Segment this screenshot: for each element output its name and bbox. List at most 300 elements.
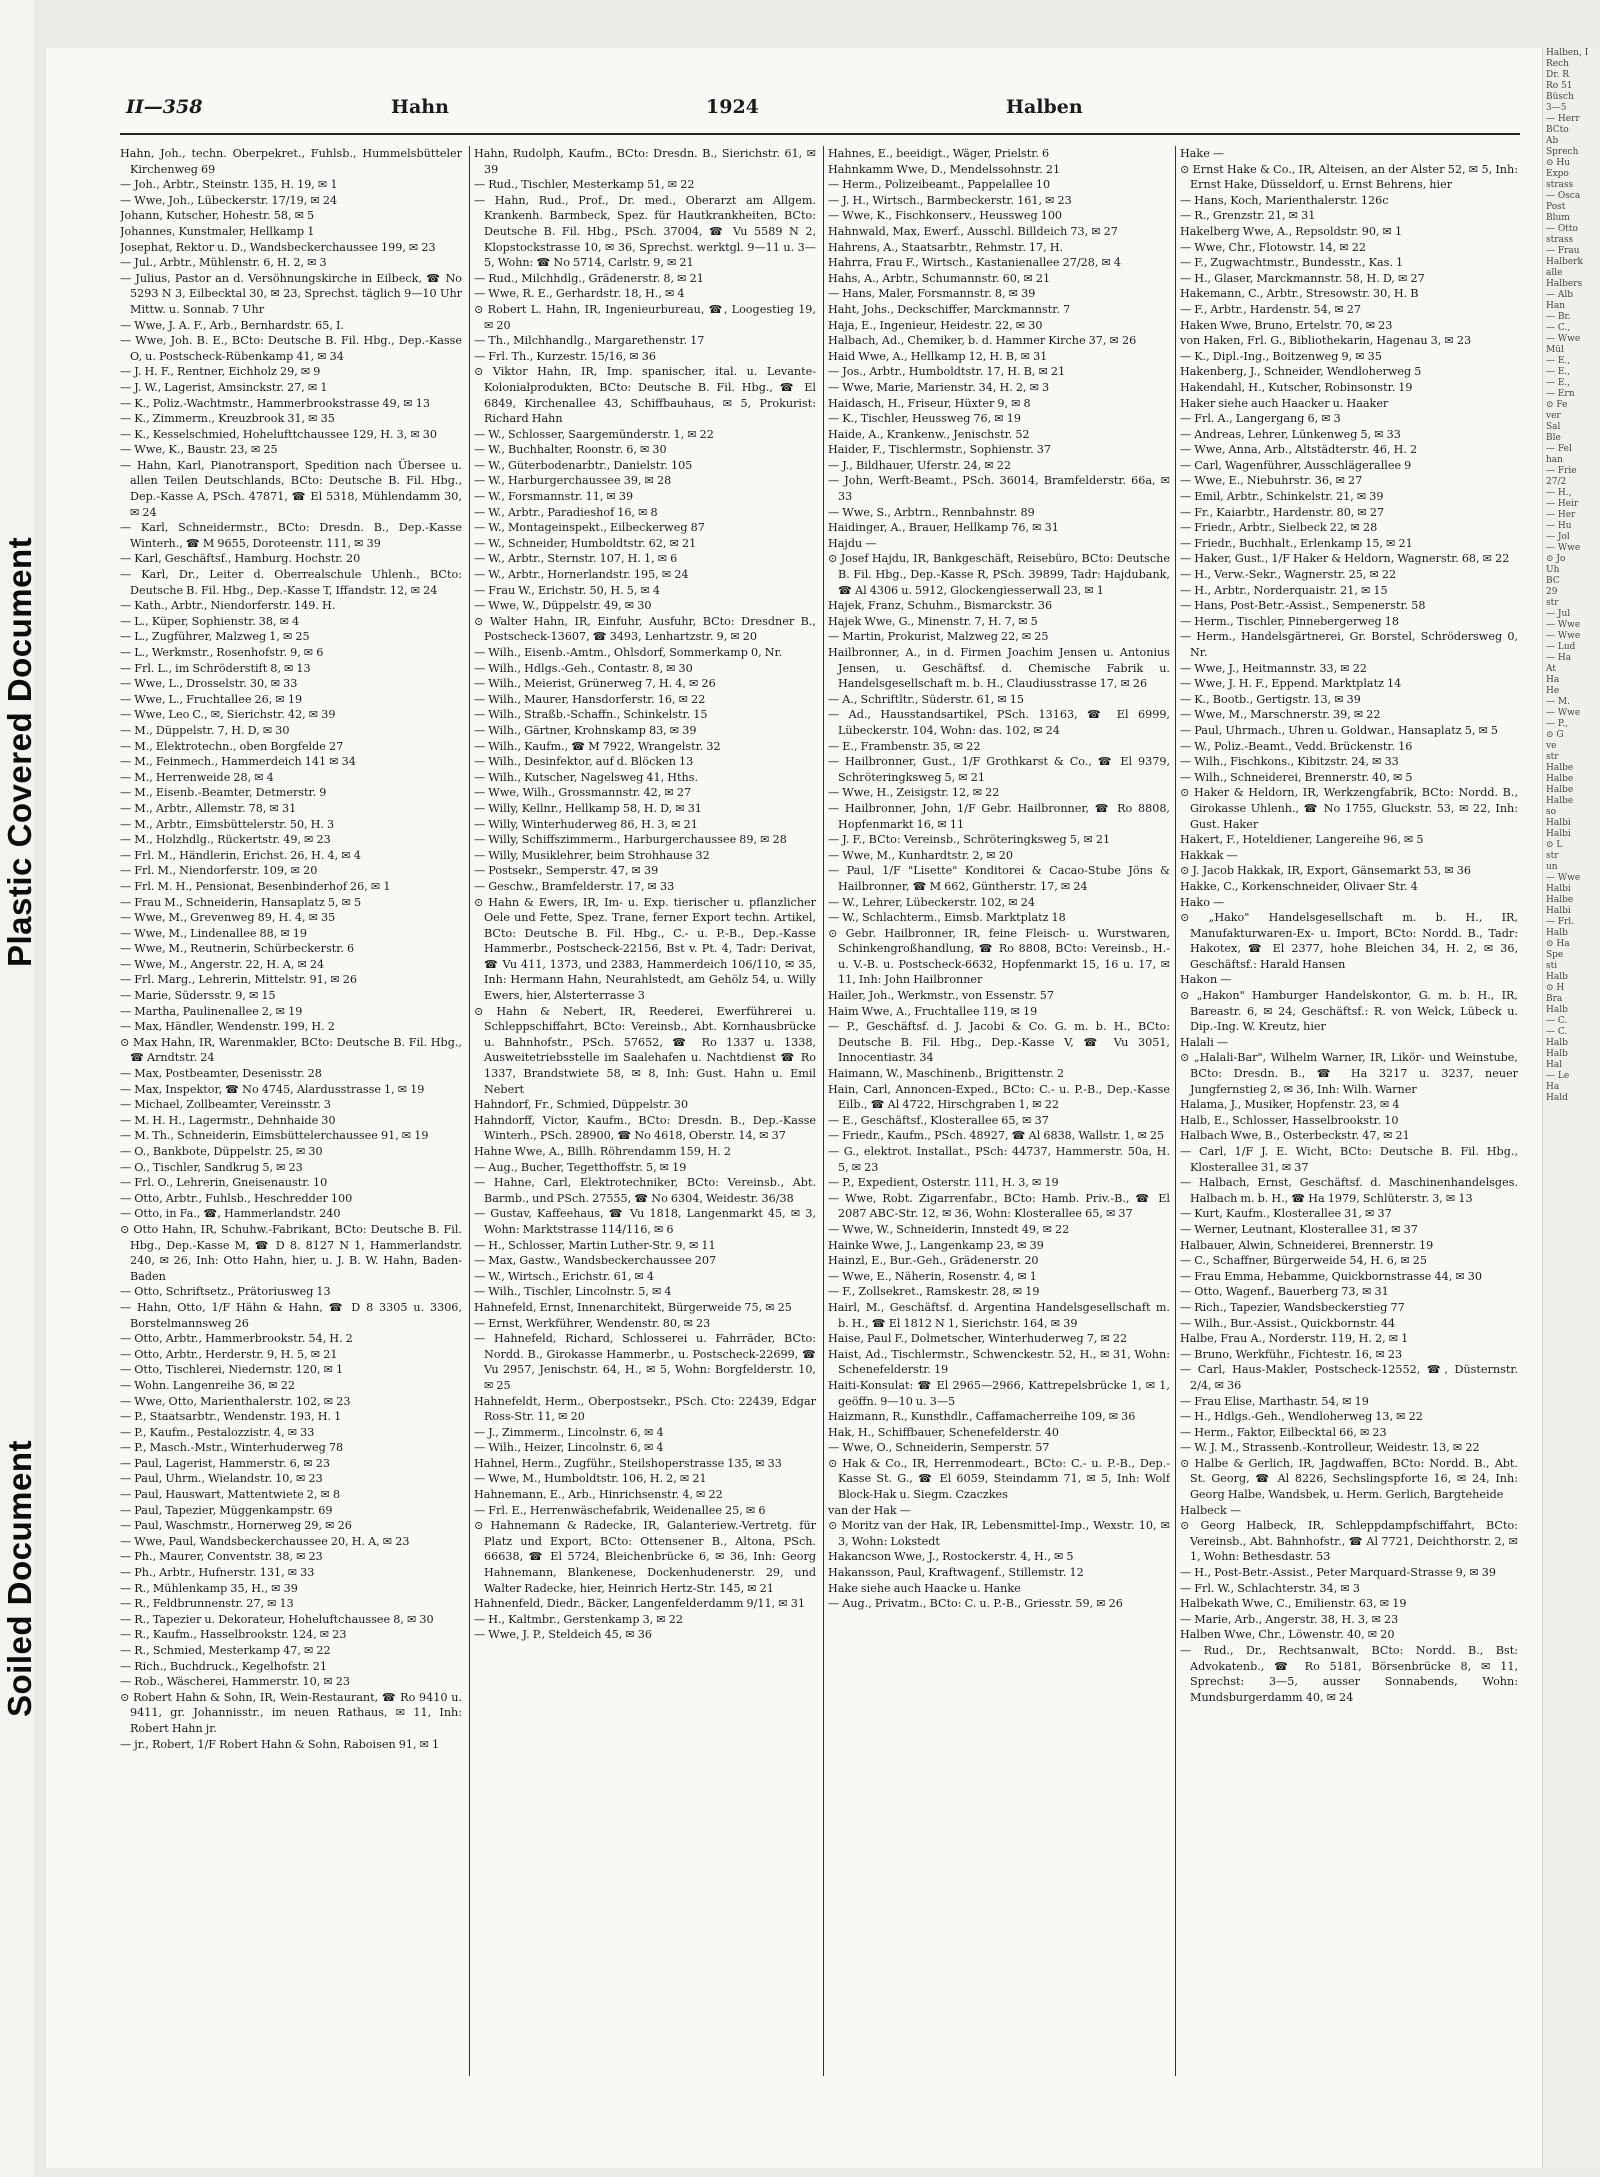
directory-entry: — Frau M., Schneiderin, Hansaplatz 5, ✉ 5	[120, 895, 362, 909]
directory-entry: — Frau Emma, Hebamme, Quickbornstrasse 44, ✉ 30	[1180, 1269, 1482, 1283]
directory-entry: — Wwe, K., Baustr. 23, ✉ 25	[120, 443, 278, 457]
edge-fragment: Halbe	[1546, 796, 1574, 806]
directory-entry: — Andreas, Lehrer, Lünkenweg 5, ✉ 33	[1180, 427, 1401, 441]
directory-entry: — M., Eisenb.-Beamter, Detmerstr. 9	[120, 786, 327, 800]
directory-entry: — Frl. O., Lehrerin, Gneisenaustr. 10	[120, 1176, 328, 1190]
directory-entry: — Wwe, O., Schneiderin, Semperstr. 57	[828, 1441, 1050, 1455]
header-year: 1924	[706, 96, 759, 118]
directory-entry: — Wwe, L., Fruchtallee 26, ✉ 19	[120, 692, 303, 706]
directory-entry: Halama, J., Musiker, Hopfenstr. 23, ✉ 4	[1180, 1098, 1400, 1112]
directory-entry: — H., Schlosser, Martin Luther-Str. 9, ✉ 11	[474, 1238, 716, 1252]
directory-entry: Halbeck —	[1180, 1503, 1242, 1517]
directory-entry: — Jos., Arbtr., Humboldtstr. 17, H. B, ✉ 21	[828, 365, 1066, 379]
directory-entry: — Frl. W., Schlachterstr. 34, ✉ 3	[1180, 1581, 1360, 1595]
directory-entry: — E., Geschäftsf., Klosterallee 65, ✉ 37	[828, 1113, 1049, 1127]
edge-fragment: BC	[1546, 576, 1560, 586]
directory-entry: ⊙ Robert Hahn & Sohn, IR, Wein-Restaurant, ☎ Ro 9410 u. 9411, gr. Johannisstr., im neuen Rathaus, ✉ 11, Inh: Robert Hahn jr.	[120, 1690, 462, 1735]
directory-entry: Hahn, Rudolph, Kaufm., BCto: Dresdn. B., Sierichstr. 61, ✉ 39	[474, 147, 816, 176]
directory-entry: Hahnemann, E., Arb., Hinrichsenstr. 4, ✉ 22	[474, 1488, 723, 1502]
directory-entry: — Wilh., Gärtner, Krohnskamp 83, ✉ 39	[474, 723, 697, 737]
directory-entry: Haide, A., Krankenw., Jenischstr. 52	[828, 427, 1030, 441]
edge-fragment: — E.,	[1546, 356, 1571, 366]
directory-entry: — J. H., Wirtsch., Barmbeckerstr. 161, ✉ 23	[828, 193, 1072, 207]
edge-fragment: str	[1546, 598, 1559, 608]
directory-entry: Haimann, W., Maschinenb., Brigittenstr. 2	[828, 1067, 1065, 1081]
edge-fragment: Sprech	[1546, 147, 1579, 157]
edge-fragment: ⊙ L	[1546, 840, 1563, 850]
directory-entry: — Herm., Tischler, Pinnebergerweg 18	[1180, 614, 1399, 628]
edge-fragment: han	[1546, 455, 1563, 465]
directory-entry: — J. W., Lagerist, Amsinckstr. 27, ✉ 1	[120, 380, 328, 394]
directory-entry: — H., Kaltmbr., Gerstenkamp 3, ✉ 22	[474, 1612, 683, 1626]
directory-entry: — Friedr., Kaufm., PSch. 48927, ☎ Al 6838, Wallstr. 1, ✉ 25	[828, 1129, 1165, 1143]
directory-entry: — P., Kaufm., Pestalozzistr. 4, ✉ 33	[120, 1425, 315, 1439]
directory-entry: Hakenberg, J., Schneider, Wendloherweg 5	[1180, 365, 1422, 379]
directory-entry: — Otto, Schriftsetz., Prätoriusweg 13	[120, 1285, 331, 1299]
edge-fragment: Ble	[1546, 433, 1561, 443]
directory-entry: — K., Zimmerm., Kreuzbrook 31, ✉ 35	[120, 412, 335, 426]
directory-entry: — F., Zugwachtmstr., Bundesstr., Kas. 1	[1180, 256, 1404, 270]
edge-fragment: ⊙ H	[1546, 983, 1565, 993]
directory-entry: Hahrra, Frau F., Wirtsch., Kastanienallee 27/28, ✉ 4	[828, 256, 1122, 270]
directory-entry: — K., Kesselschmied, Hohelufttchaussee 129, H. 3, ✉ 30	[120, 427, 438, 441]
directory-entry: — Wwe, W., Schneiderin, Innstedt 49, ✉ 22	[828, 1222, 1070, 1236]
directory-entry: Hainzl, E., Bur.-Geh., Grädenerstr. 20	[828, 1254, 1039, 1268]
directory-entry: — R., Mühlenkamp 35, H., ✉ 39	[120, 1581, 298, 1595]
directory-entry: Haht, Johs., Deckschiffer, Marckmannstr. 7	[828, 302, 1071, 316]
directory-entry: — Wwe, E., Niebuhrstr. 36, ✉ 27	[1180, 474, 1363, 488]
directory-entry: — P., Staatsarbtr., Wendenstr. 193, H. 1	[120, 1410, 342, 1424]
directory-entry: — Willy, Musiklehrer, beim Strohhause 32	[474, 848, 710, 862]
directory-entry: — Wwe, Joh., Lübeckerstr. 17/19, ✉ 24	[120, 193, 338, 207]
directory-entry: — M., Arbtr., Allemstr. 78, ✉ 31	[120, 801, 297, 815]
directory-entry: — W., Schneider, Humboldtstr. 62, ✉ 21	[474, 536, 697, 550]
edge-fragment: Uh	[1546, 565, 1560, 575]
directory-entry: Hahndorf, Fr., Schmied, Düppelstr. 30	[474, 1098, 689, 1112]
directory-entry: Halbauer, Alwin, Schneiderei, Brennerstr. 19	[1180, 1238, 1434, 1252]
directory-entry: — Wwe, M., Humboldtstr. 106, H. 2, ✉ 21	[474, 1472, 707, 1486]
directory-entry: — Willy, Schiffszimmerm., Harburgerchaussee 89, ✉ 28	[474, 833, 787, 847]
directory-entry: ⊙ „Hakon" Hamburger Handelskontor, G. m. b. H., IR, Bareastr. 6, ✉ 24, Geschäftsf.: R. von Welck, Lübeck u. Dip.-Ing. W. Kreutz, hier	[1180, 989, 1518, 1034]
directory-entry: Hahnel, Herm., Zugführ., Steilshoperstrasse 135, ✉ 33	[474, 1456, 782, 1470]
side-label-plastic: Plastic Covered Document	[1, 536, 38, 967]
directory-entry: Haiti-Konsulat: ☎ El 2965—2966, Kattrepelsbrücke 1, ✉ 1, geöffn. 9—10 u. 3—5	[828, 1378, 1170, 1408]
directory-entry: Hake —	[1180, 147, 1225, 160]
directory-entry: — K., Bootb., Gertigstr. 13, ✉ 39	[1180, 692, 1361, 706]
directory-entry: Halbe, Frau A., Norderstr. 119, H. 2, ✉ 1	[1180, 1332, 1409, 1346]
directory-entry: Hak, H., Schiffbauer, Schenefelderstr. 40	[828, 1425, 1060, 1439]
directory-entry: — Otto, Arbtr., Hammerbrookstr. 54, H. 2	[120, 1332, 353, 1346]
directory-entry: ⊙ „Hako" Handelsgesellschaft m. b. H., IR, Manufakturwaren-Ex- u. Import, BCto: Nordd. B., Tadr: Hakotex, ☎ El 2377, hohe Bleichen 34, H. 2, ✉ 36, Geschäftsf.: Harald Hansen	[1180, 911, 1518, 971]
directory-entry: — Otto, Arbtr., Fuhlsb., Heschredder 100	[120, 1191, 353, 1205]
directory-entry: Haise, Paul F., Dolmetscher, Winterhuderweg 7, ✉ 22	[828, 1332, 1128, 1346]
directory-entry: — Wwe, Leo C., ✉, Sierichstr. 42, ✉ 39	[120, 708, 336, 722]
edge-fragment: Halbe	[1546, 785, 1574, 795]
edge-fragment: Halbe	[1546, 763, 1574, 773]
edge-fragment: — C.,	[1546, 323, 1571, 333]
directory-entry: Halali —	[1180, 1035, 1229, 1049]
edge-fragment: — Ern	[1546, 389, 1575, 399]
directory-entry: Hahnefeldt, Herm., Oberpostsekr., PSch. Cto: 22439, Edgar Ross-Str. 11, ✉ 20	[474, 1394, 816, 1424]
directory-entry: van der Hak —	[828, 1503, 911, 1517]
side-label-soiled: Soiled Document	[1, 1439, 38, 1717]
directory-entry: — Wilh., Hdlgs.-Geh., Contastr. 8, ✉ 30	[474, 661, 693, 675]
directory-entry: — Halbach, Ernst, Geschäftsf. d. Maschinenhandelsges. Halbach m. b. H., ☎ Ha 1979, Schlüterstr. 3, ✉ 13	[1180, 1176, 1518, 1205]
directory-entry: Haker siehe auch Haacker u. Haaker	[1180, 396, 1389, 410]
directory-entry: — K., Poliz.-Wachtmstr., Hammerbrookstrasse 49, ✉ 13	[120, 396, 430, 410]
directory-entry: Haid Wwe, A., Hellkamp 12, H. B, ✉ 31	[828, 349, 1048, 363]
directory-entry: — Postsekr., Semperstr. 47, ✉ 39	[474, 864, 659, 878]
directory-entry: — C., Schaffner, Bürgerweide 54, H. 6, ✉ 25	[1180, 1254, 1428, 1268]
directory-entry: — W., Harburgerchaussee 39, ✉ 28	[474, 474, 672, 488]
directory-entry: Hahrens, A., Staatsarbtr., Rehmstr. 17, H.	[828, 240, 1064, 254]
directory-entry: — Wwe, J., Heitmannstr. 33, ✉ 22	[1180, 661, 1367, 675]
edge-fragment: Hald	[1546, 1093, 1568, 1103]
edge-fragment: 3—5	[1546, 103, 1567, 113]
directory-entry: Hakancson Wwe, J., Rostockerstr. 4, H., ✉ 5	[828, 1550, 1074, 1564]
directory-entry: Hailbronner, A., in d. Firmen Joachim Jensen u. Antonius Jensen, u. Geschäftsf. d. Chemische Fabrik u. Handelsgesellschaft m. b. H., Claudiusstrasse 17, ✉ 26	[828, 646, 1170, 691]
directory-entry: Haja, E., Ingenieur, Heidestr. 22, ✉ 30	[828, 318, 1043, 332]
directory-entry: — Gustav, Kaffeehaus, ☎ Vu 1818, Langenmarkt 45, ✉ 3, Wohn: Marktstrasse 114/116, ✉ 6	[474, 1207, 816, 1236]
edge-fragment: ⊙ G	[1546, 730, 1564, 740]
column-4	[1180, 146, 1518, 2136]
directory-entry: — Jul., Arbtr., Mühlenstr. 6, H. 2, ✉ 3	[120, 256, 327, 270]
directory-entry: — Aug., Bucher, Tegetthoffstr. 5, ✉ 19	[474, 1160, 687, 1174]
directory-entry: — Th., Milchhandlg., Margarethenstr. 17	[474, 334, 705, 348]
edge-fragment: — M.	[1546, 697, 1570, 707]
directory-entry: — Frl. M. H., Pensionat, Besenbinderhof 26, ✉ 1	[120, 879, 391, 893]
directory-entry: — Ph., Arbtr., Hufnerstr. 131, ✉ 33	[120, 1566, 315, 1580]
directory-entry: Hakelberg Wwe, A., Repsoldstr. 90, ✉ 1	[1180, 224, 1403, 238]
directory-entry: — Aug., Privatm., BCto: C. u. P.-B., Griesstr. 59, ✉ 26	[828, 1597, 1123, 1611]
directory-entry: — jr., Robert, 1/F Robert Hahn & Sohn, Raboisen 91, ✉ 1	[120, 1737, 440, 1751]
edge-fragment: — Ha	[1546, 653, 1572, 663]
directory-entry: — Marie, Südersstr. 9, ✉ 15	[120, 989, 276, 1003]
directory-entry: ⊙ Hahn & Ewers, IR, Im- u. Exp. tierischer u. pflanzlicher Oele und Fette, Spez. Trane, ferner Export techn. Artikel, BCto: Deutsche B. Fil. Hbg., C.- u. P.-B., Dep.-Kasse Hammerbr., Postscheck-22156, Bst v. Pt. 4, Tadr: Derivat, ☎ Vu 411, 1373, und 2383, Hammerdeich 106/110, ✉ 35, Inh: Hermann Hahn, Neurahlstedt, am Gehölz 54, u. Willy Ewers, hier, Alsterterrasse 3	[474, 895, 816, 1003]
edge-fragment: Bra	[1546, 994, 1563, 1004]
directory-entry: Hakke, C., Korkenschneider, Olivaer Str. 4	[1180, 879, 1418, 893]
directory-entry: Halbach Wwe, B., Osterbeckstr. 47, ✉ 21	[1180, 1129, 1410, 1143]
directory-entry: Hahn, Joh., techn. Oberpekret., Fuhlsb., Hummelsbütteler Kirchenweg 69	[120, 147, 462, 176]
directory-entry: — P., Geschäftsf. d. J. Jacobi & Co. G. m. b. H., BCto: Deutsche B. Fil. Hbg., Dep.-Kasse V, ☎ Vu 3051, Innocentiastr. 34	[828, 1020, 1170, 1065]
edge-fragment: — H.,	[1546, 488, 1572, 498]
edge-fragment: Büsch	[1546, 92, 1574, 102]
directory-entry: ⊙ Robert L. Hahn, IR, Ingenieurbureau, ☎, Loogestieg 19, ✉ 20	[474, 302, 816, 332]
directory-entry: — Wwe, M., Lindenallee 88, ✉ 19	[120, 926, 308, 940]
directory-entry: — Frau W., Erichstr. 50, H. 5, ✉ 4	[474, 583, 661, 597]
edge-fragment: un	[1546, 862, 1558, 872]
directory-entry: — John, Werft-Beamt., PSch. 36014, Bramfelderstr. 66a, ✉ 33	[828, 474, 1170, 504]
edge-fragment: — Jul	[1546, 609, 1571, 619]
directory-entry: — Wilh., Desinfektor, auf d. Blöcken 13	[474, 755, 694, 769]
directory-entry: — W., Schlosser, Saargemünderstr. 1, ✉ 22	[474, 427, 714, 441]
directory-entry: — Wwe, Joh. B. E., BCto: Deutsche B. Fil. Hbg., Dep.-Kasse O, u. Postscheck-Rübenkamp 41, ✉ 34	[120, 334, 462, 363]
edge-fragment: — Heir	[1546, 499, 1579, 509]
directory-entry: ⊙ „Halali-Bar", Wilhelm Warner, IR, Likör- und Weinstube, BCto: Dresdn. B., ☎ Ha 3217 u. 3237, neuer Jungfernstieg 2, ✉ 36, Inh: Wilh. Warner	[1180, 1051, 1518, 1096]
directory-entry: — H., Hdlgs.-Geh., Wendloherweg 13, ✉ 22	[1180, 1410, 1423, 1424]
directory-entry: ⊙ Viktor Hahn, IR, Imp. spanischer, ital. u. Levante-Kolonialprodukten, BCto: Deutsche B. Fil. Hbg., ☎ El 6849, Kirchenallee 43, Schiffbauhaus, ✉ 5, Prokurist: Richard Hahn	[474, 365, 816, 426]
directory-entry: Hake siehe auch Haacke u. Hanke	[828, 1581, 1021, 1595]
directory-entry: — R., Schmied, Mesterkamp 47, ✉ 22	[120, 1644, 331, 1657]
directory-entry: Hahnwald, Max, Ewerf., Ausschl. Billdeich 73, ✉ 27	[828, 224, 1118, 238]
directory-entry: Hahndorff, Victor, Kaufm., BCto: Dresdn. B., Dep.-Kasse Winterh., PSch. 28900, ☎ No 4618, Oberstr. 14, ✉ 37	[474, 1113, 816, 1143]
directory-entry: — Willy, Kellnr., Hellkamp 58, H. D, ✉ 31	[474, 801, 702, 815]
edge-fragment: Halbi	[1546, 829, 1571, 839]
edge-fragment: strass	[1546, 235, 1574, 245]
edge-fragment: — C.	[1546, 1027, 1568, 1037]
directory-entry: — Wilh., Meierist, Grünerweg 7, H. 4, ✉ 26	[474, 677, 716, 691]
header-first-word: Hahn	[391, 96, 449, 118]
directory-entry: — Hailbronner, Gust., 1/F Grothkarst & Co., ☎ El 9379, Schröteringksweg 5, ✉ 21	[828, 755, 1170, 784]
directory-entry: — Michael, Zollbeamter, Vereinsstr. 3	[120, 1098, 332, 1112]
directory-entry: — Rud., Milchhdlg., Grädenerstr. 8, ✉ 21	[474, 271, 704, 285]
edge-fragment: Ab	[1546, 136, 1559, 146]
edge-fragment: — Hu	[1546, 521, 1572, 531]
directory-entry: — Otto, Wagenf., Bauerberg 73, ✉ 31	[1180, 1285, 1389, 1299]
directory-entry: — R., Kaufm., Hasselbrookstr. 124, ✉ 23	[120, 1628, 347, 1642]
directory-entry: Hahnenfeld, Diedr., Bäcker, Langenfelderdamm 9/11, ✉ 31	[474, 1597, 805, 1611]
edge-fragment: so	[1546, 807, 1557, 817]
directory-entry: — Paul, Uhrmach., Uhren u. Goldwar., Hansaplatz 5, ✉ 5	[1180, 723, 1499, 737]
edge-fragment: — Herr	[1546, 114, 1580, 124]
directory-entry: — Max, Inspektor, ☎ No 4745, Alardusstrasse 1, ✉ 19	[120, 1082, 425, 1096]
directory-entry: — Wwe, R. E., Gerhardstr. 18, H., ✉ 4	[474, 287, 685, 301]
directory-entry: — Kurt, Kaufm., Klosterallee 31, ✉ 37	[1180, 1207, 1392, 1221]
directory-entry: — W., Arbtr., Hornerlandstr. 195, ✉ 24	[474, 568, 689, 582]
directory-entry: — Wilh., Kutscher, Nagelsweg 41, Hths.	[474, 770, 699, 784]
directory-entry: — Wilh., Heizer, Lincolnstr. 6, ✉ 4	[474, 1441, 664, 1455]
directory-entry: Hahs, A., Arbtr., Schumannstr. 60, ✉ 21	[828, 271, 1051, 285]
directory-entry: — Wwe, H., Zeisigstr. 12, ✉ 22	[828, 786, 1000, 800]
directory-entry: — R., Tapezier u. Dekorateur, Hoheluftchaussee 8, ✉ 30	[120, 1612, 434, 1626]
directory-entry: ⊙ Josef Hajdu, IR, Bankgeschäft, Reisebüro, BCto: Deutsche B. Fil. Hbg., Dep.-Kasse R, PSch. 39899, Tadr: Hajdubank, ☎ Al 4306 u. 5912, Glockengiesserwall 23, ✉ 1	[828, 552, 1170, 597]
directory-entry: — Otto, Arbtr., Herderstr. 9, H. 5, ✉ 21	[120, 1347, 338, 1361]
edge-fragment: — P.,	[1546, 719, 1568, 729]
edge-fragment: ve	[1546, 741, 1557, 751]
edge-fragment: — Lud	[1546, 642, 1576, 652]
directory-entry: — M., Holzhdlg., Rückertstr. 49, ✉ 23	[120, 833, 331, 847]
edge-fragment: ver	[1546, 411, 1561, 421]
directory-entry: — H., Verw.-Sekr., Wagnerstr. 25, ✉ 22	[1180, 568, 1397, 582]
directory-entry: — J., Zimmerm., Lincolnstr. 6, ✉ 4	[474, 1425, 664, 1439]
directory-entry: ⊙ Gebr. Hailbronner, IR, feine Fleisch- u. Wurstwaren, Schinkengroßhandlung, ☎ Ro 8808, BCto: Vereinsb., H.- u. V.-B. u. Postscheck-6632, Hopfenmarkt 15, 16 u. 17, ✉ 11, Inh: John Hailbronner	[828, 926, 1170, 987]
directory-entry: ⊙ J. Jacob Hakkak, IR, Export, Gänsemarkt 53, ✉ 36	[1180, 864, 1472, 878]
directory-entry: — Rud., Dr., Rechtsanwalt, BCto: Nordd. B., Bst: Advokatenb., ☎ Ro 5181, Börsenbrücke 8, ✉ 11, Sprechst: 3—5, ausser Sonnabends, Wohn: Mundsburgerdamm 40, ✉ 24	[1180, 1644, 1518, 1704]
directory-entry: — P., Expedient, Osterstr. 111, H. 3, ✉ 19	[828, 1176, 1059, 1190]
directory-entry: — Frl. E., Herrenwäschefabrik, Weidenallee 25, ✉ 6	[474, 1503, 766, 1517]
directory-entry: — Hans, Post-Betr.-Assist., Sempenerstr. 58	[1180, 599, 1426, 613]
directory-entry: — M. Th., Schneiderin, Eimsbüttelerchaussee 91, ✉ 19	[120, 1129, 429, 1143]
directory-entry: ⊙ Hahnemann & Radecke, IR, Galanteriew.-Vertretg. für Platz und Export, BCto: Ottensener B., Altona, PSch. 66638, ☎ El 5724, Bleichenbrücke 6, ✉ 36, Inh: Georg Hahnemann, Blankenese, Dockenhudenerstr. 29, und Walter Radecke, hier, Heinrich Hertz-Str. 145, ✉ 21	[474, 1519, 816, 1595]
edge-fragment: Ha	[1546, 675, 1560, 685]
directory-entry: — Hahn, Rud., Prof., Dr. med., Oberarzt am Allgem. Krankenh. Barmbeck, Spez. für Hautkrankheiten, BCto: Deutsche B. Fil. Hbg., PSch. 37004, ☎ Vu 5589 N 2, Klopstockstrasse 10, ✉ 36, Sprechst. werktgl. 9—11 u. 3—5, Wohn: ☎ No 5714, Carlstr. 9, ✉ 21	[474, 193, 816, 270]
directory-entry: — Herm., Handelsgärtnerei, Gr. Borstel, Schrödersweg 0, Nr.	[1180, 630, 1518, 659]
directory-entry: Halbach, Ad., Chemiker, b. d. Hammer Kirche 37, ✉ 26	[828, 334, 1137, 348]
edge-fragment: 27/2	[1546, 477, 1567, 487]
edge-fragment: Halbi	[1546, 818, 1571, 828]
directory-entry: — Wilh., Fischkons., Kibitzstr. 24, ✉ 33	[1180, 755, 1399, 769]
directory-entry: — E., Frambenstr. 35, ✉ 22	[828, 739, 981, 753]
directory-entry: — W., Arbtr., Paradieshof 16, ✉ 8	[474, 505, 658, 519]
directory-entry: Halbekath Wwe, C., Emilienstr. 63, ✉ 19	[1180, 1597, 1407, 1611]
edge-fragment: ⊙ Fe	[1546, 400, 1568, 410]
directory-entry: — A., Schriftltr., Süderstr. 61, ✉ 15	[828, 692, 1025, 706]
directory-entry: ⊙ Georg Halbeck, IR, Schleppdampfschiffahrt, BCto: Vereinsb., Abt. Bahnhofstr., ☎ Al 7721, Deichthorstr. 2, ✉ 1, Wohn: Bethesdastr. 53	[1180, 1519, 1518, 1564]
directory-entry: — H., Glaser, Marckmannstr. 58, H. D, ✉ 27	[1180, 271, 1425, 285]
directory-entry: — Wwe, Otto, Marienthalerstr. 102, ✉ 23	[120, 1394, 351, 1408]
directory-entry: ⊙ Moritz van der Hak, IR, Lebensmittel-Imp., Wexstr. 10, ✉ 3, Wohn: Lokstedt	[828, 1519, 1170, 1548]
directory-entry: — Hahnefeld, Richard, Schlosserei u. Fahrräder, BCto: Nordd. B., Girokasse Hammerbr., u. Postscheck-22699, ☎ Vu 2957, Jenischstr. 64, H., ✉ 5, Wohn: Borgfelderstr. 10, ✉ 25	[474, 1332, 816, 1392]
column-3	[828, 146, 1170, 2136]
directory-entry: — Karl, Dr., Leiter d. Oberrealschule Uhlenh., BCto: Deutsche B. Fil. Hbg., Dep.-Kasse T, Iffandstr. 12, ✉ 24	[120, 568, 462, 597]
directory-entry: — Frl. Marg., Lehrerin, Mittelstr. 91, ✉ 26	[120, 973, 358, 987]
directory-entry: — Paul, Uhrm., Wielandstr. 10, ✉ 23	[120, 1472, 323, 1486]
edge-fragment: Blum	[1546, 213, 1570, 223]
directory-entry: Hahnes, E., beeidigt., Wäger, Prielstr. 6	[828, 147, 1050, 160]
directory-entry: — Frl. A., Langergang 6, ✉ 3	[1180, 412, 1341, 426]
edge-fragment: — Fel	[1546, 444, 1572, 454]
directory-entry: — Friedr., Arbtr., Sielbeck 22, ✉ 28	[1180, 521, 1378, 535]
directory-entry: — F., Zollsekret., Ramskestr. 28, ✉ 19	[828, 1285, 1040, 1299]
directory-entry: — M., Feinmech., Hammerdeich 141 ✉ 34	[120, 755, 356, 769]
directory-entry: — Carl, 1/F J. E. Wicht, BCto: Deutsche B. Fil. Hbg., Klosterallee 31, ✉ 37	[1180, 1145, 1518, 1174]
directory-entry: — Karl, Schneidermstr., BCto: Dresdn. B., Dep.-Kasse Winterh., ☎ M 9655, Doroteenstr. 111, ✉ 39	[120, 521, 462, 550]
directory-entry: ⊙ Walter Hahn, IR, Einfuhr, Ausfuhr, BCto: Dresdner B., Postscheck-13607, ☎ 3493, Lenhartzstr. 9, ✉ 20	[474, 614, 816, 644]
edge-fragment: Dr. R	[1546, 70, 1570, 80]
directory-entry: — G., elektrot. Installat., PSch: 44737, Hammerstr. 50a, H. 5, ✉ 23	[828, 1145, 1170, 1174]
directory-entry: — Wohn. Langenreihe 36, ✉ 22	[120, 1378, 295, 1392]
directory-entry: Johann, Kutscher, Hohestr. 58, ✉ 5	[120, 209, 315, 223]
directory-entry: — Wwe, Chr., Flotowstr. 14, ✉ 22	[1180, 240, 1366, 254]
edge-fragment: — Wwe	[1546, 543, 1581, 553]
directory-entry: — Wwe, K., Fischkonserv., Heussweg 100	[828, 209, 1063, 223]
directory-entry: Hahne Wwe, A., Billh. Röhrendamm 159, H. 2	[474, 1145, 731, 1158]
directory-entry: — Paul, 1/F "Lisette" Konditorei & Cacao-Stube Jöns & Hailbronner, ☎ M 662, Güntherstr. 17, ✉ 24	[828, 864, 1170, 893]
directory-entry: — Friedr., Buchhalt., Erlenkamp 15, ✉ 21	[1180, 536, 1413, 550]
edge-fragment: ⊙ Jo	[1546, 554, 1566, 564]
directory-entry: Halb, E., Schlosser, Hasselbrookstr. 10	[1180, 1113, 1399, 1127]
directory-entry: — Haker, Gust., 1/F Haker & Heldorn, Wagnerstr. 68, ✉ 22	[1180, 552, 1510, 566]
directory-entry: — Wilh., Straßb.-Schaffn., Schinkelstr. 15	[474, 708, 708, 722]
directory-entry: — Carl, Haus-Makler, Postscheck-12552, ☎, Düsternstr. 2/4, ✉ 36	[1180, 1363, 1518, 1392]
directory-entry: — Rich., Buchdruck., Kegelhofstr. 21	[120, 1659, 328, 1673]
directory-entry: — Hahn, Karl, Pianotransport, Spedition nach Übersee u. allen Teilen Deutschlands, BCto: Deutsche B. Fil. Hbg., Dep.-Kasse A, PSch. 47871, ☎ El 5318, Mühlendamm 30, ✉ 24	[120, 458, 462, 519]
directory-entry: — Wwe, J. H. F., Eppend. Marktplatz 14	[1180, 677, 1402, 691]
directory-entry: — Otto, Tischlerei, Niedernstr. 120, ✉ 1	[120, 1363, 344, 1377]
directory-entry: Haidasch, H., Friseur, Hüxter 9, ✉ 8	[828, 396, 1031, 410]
edge-fragment: Halb	[1546, 1049, 1568, 1059]
directory-entry: Josephat, Rektor u. D., Wandsbeckerchaussee 199, ✉ 23	[120, 240, 436, 254]
edge-fragment: Halben, I	[1546, 48, 1589, 58]
directory-entry: — M., Arbtr., Eimsbüttelerstr. 50, H. 3	[120, 817, 335, 831]
directory-entry: — Ernst, Werkführer, Wendenstr. 80, ✉ 23	[474, 1316, 711, 1330]
edge-fragment: — Her	[1546, 510, 1576, 520]
directory-entry: Halben Wwe, Chr., Löwenstr. 40, ✉ 20	[1180, 1628, 1395, 1642]
edge-fragment: Mül	[1546, 345, 1564, 355]
edge-fragment: Ha	[1546, 1082, 1560, 1092]
directory-entry: — Wilh., Maurer, Hansdorferstr. 16, ✉ 22	[474, 692, 706, 706]
edge-fragment: — Wwe	[1546, 334, 1581, 344]
directory-entry: — Wwe, W., Düppelstr. 49, ✉ 30	[474, 599, 652, 613]
directory-entry: — Fr., Kaiarbtr., Hardenstr. 80, ✉ 27	[1180, 505, 1385, 519]
directory-entry: — Ad., Hausstandsartikel, PSch. 13163, ☎ El 6999, Lübeckerstr. 104, Wohn: das. 102, ✉ 24	[828, 708, 1170, 737]
directory-entry: — Willy, Winterhuderweg 86, H. 3, ✉ 21	[474, 817, 698, 831]
directory-entry: — Marie, Arb., Angerstr. 38, H. 3, ✉ 23	[1180, 1612, 1399, 1626]
edge-fragment: Halb	[1546, 928, 1568, 938]
edge-fragment: Halb	[1546, 972, 1568, 982]
directory-entry: — Wilh., Schneiderei, Brennerstr. 40, ✉ 5	[1180, 770, 1413, 784]
column-divider	[823, 146, 824, 2076]
directory-entry: Haider, F., Tischlermstr., Sophienstr. 37	[828, 443, 1052, 457]
directory-entry: — Paul, Tapezier, Müggenkampstr. 69	[120, 1503, 333, 1517]
edge-fragment: Spe	[1546, 950, 1564, 960]
directory-entry: ⊙ Max Hahn, IR, Warenmakler, BCto: Deutsche B. Fil. Hbg., ☎ Arndtstr. 24	[120, 1035, 462, 1065]
directory-entry: — M., Elektrotechn., oben Borgfelde 27	[120, 739, 344, 753]
directory-entry: — M., Düppelstr. 7, H. D, ✉ 30	[120, 723, 290, 737]
directory-entry: — K., Tischler, Heussweg 76, ✉ 19	[828, 412, 1021, 426]
directory-entry: — Herm., Polizeibeamt., Pappelallee 10	[828, 178, 1051, 192]
directory-entry: — W., Poliz.-Beamt., Vedd. Brückenstr. 16	[1180, 739, 1413, 753]
edge-fragment: — Otto	[1546, 224, 1578, 234]
directory-entry: — W., Forsmannstr. 11, ✉ 39	[474, 490, 634, 504]
directory-entry: — J. H. F., Rentner, Eichholz 29, ✉ 9	[120, 365, 321, 379]
directory-entry: — Frl. M., Niendorferstr. 109, ✉ 20	[120, 864, 318, 878]
edge-fragment: strass	[1546, 180, 1574, 190]
edge-fragment: — E.,	[1546, 378, 1571, 388]
directory-entry: — Kath., Arbtr., Niendorferstr. 149. H.	[120, 599, 336, 613]
directory-entry: — Hahn, Otto, 1/F Hähn & Hahn, ☎ D 8 3305 u. 3306, Borstelmannsweg 26	[120, 1300, 462, 1330]
edge-fragment: BCto	[1546, 125, 1569, 135]
directory-entry: — Rich., Tapezier, Wandsbeckerstieg 77	[1180, 1300, 1405, 1314]
edge-fragment: ⊙ Hu	[1546, 158, 1571, 168]
directory-entry: — Rud., Tischler, Mesterkamp 51, ✉ 22	[474, 178, 695, 192]
directory-entry: Hajek, Franz, Schuhm., Bismarckstr. 36	[828, 599, 1053, 613]
directory-entry: Haist, Ad., Tischlermstr., Schwenckestr. 52, H., ✉ 31, Wohn: Schenefelderstr. 19	[828, 1347, 1170, 1377]
directory-entry: Hako —	[1180, 895, 1225, 909]
directory-entry: — Max, Postbeamter, Desenisstr. 28	[120, 1067, 322, 1081]
directory-entry: — Wwe, M., Kunhardtstr. 2, ✉ 20	[828, 848, 1013, 862]
directory-entry: Hajdu —	[828, 536, 877, 550]
edge-fragment: — Frie	[1546, 466, 1577, 476]
page-folio: II—358	[126, 96, 203, 118]
directory-entry: — Hailbronner, John, 1/F Gebr. Hailbronner, ☎ Ro 8808, Hopfenmarkt 16, ✉ 11	[828, 801, 1170, 831]
column-divider	[1175, 146, 1176, 2076]
directory-entry: ⊙ Otto Hahn, IR, Schuhw.-Fabrikant, BCto: Deutsche B. Fil. Hbg., Dep.-Kasse M, ☎ D 8. 8127 N 1, Hammerlandstr. 240, ✉ 26, Inh: Otto Hahn, hier, u. J. B. W. Hahn, Baden-Baden	[120, 1222, 462, 1283]
directory-entry: Hakert, F., Hoteldiener, Langereihe 96, ✉ 5	[1180, 833, 1424, 847]
directory-entry: — P., Masch.-Mstr., Winterhuderweg 78	[120, 1441, 344, 1455]
directory-entry: Hakemann, C., Arbtr., Stresowstr. 30, H. B	[1180, 287, 1419, 301]
directory-entry: — J., Bildhauer, Uferstr. 24, ✉ 22	[828, 458, 1012, 472]
directory-entry: — Paul, Lagerist, Hammerstr. 6, ✉ 23	[120, 1456, 330, 1470]
directory-entry: Haim Wwe, A., Fruchtallee 119, ✉ 19	[828, 1004, 1038, 1018]
header-last-word: Halben	[1006, 96, 1083, 118]
directory-entry: — Wilh., Bur.-Assist., Quickbornstr. 44	[1180, 1316, 1396, 1330]
directory-entry: — Wwe, Paul, Wandsbeckerchaussee 20, H. A, ✉ 23	[120, 1534, 410, 1548]
directory-entry: Hakansson, Paul, Kraftwagenf., Stillemstr. 12	[828, 1566, 1084, 1580]
directory-entry: — Wwe, Anna, Arb., Altstädterstr. 46, H. 2	[1180, 443, 1418, 457]
edge-fragment: — Osca	[1546, 191, 1581, 201]
directory-entry: Haidinger, A., Brauer, Hellkamp 76, ✉ 31	[828, 521, 1059, 535]
directory-entry: — Wwe, M., Angerstr. 22, H. A, ✉ 24	[120, 957, 325, 971]
directory-entry: — Paul, Waschmstr., Hornerweg 29, ✉ 26	[120, 1519, 352, 1533]
directory-entry: ⊙ Haker & Heldorn, IR, Werkzengfabrik, BCto: Nordd. B., Girokasse Uhlenh., ☎ No 1755, Gluckstr. 53, ✉ 22, Inh: Gust. Haker	[1180, 786, 1518, 831]
directory-entry: — Martha, Paulinenallee 2, ✉ 19	[120, 1004, 303, 1018]
edge-fragment: Halbe	[1546, 895, 1574, 905]
directory-entry: — M., Herrenweide 28, ✉ 4	[120, 770, 274, 784]
directory-entry: Hakon —	[1180, 973, 1232, 987]
directory-entry: — Wwe, L., Drosselstr. 30, ✉ 33	[120, 677, 298, 691]
directory-entry: — K., Dipl.-Ing., Boitzenweg 9, ✉ 35	[1180, 349, 1382, 363]
